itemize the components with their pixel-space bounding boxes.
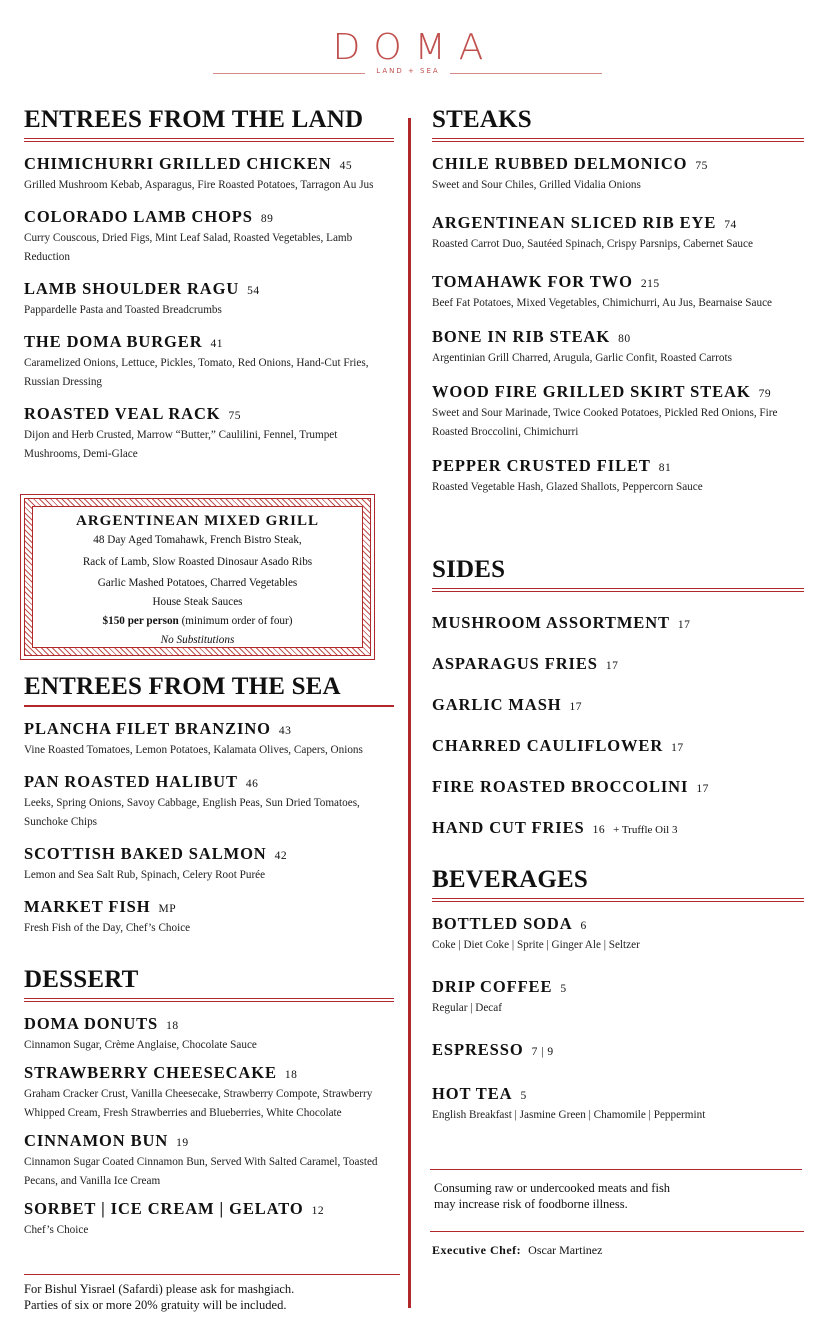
item-name: PEPPER CRUSTED FILET bbox=[432, 456, 651, 475]
item-description: Caramelized Onions, Lettuce, Pickles, Tomato, Red Onions, Hand-Cut Fries, Russian Dressing bbox=[24, 357, 369, 388]
item-price: 17 bbox=[671, 742, 684, 754]
section-title-steaks: STEAKS bbox=[432, 106, 532, 133]
item-name: GARLIC MASH bbox=[432, 695, 562, 714]
item-description: Sweet and Sour Marinade, Twice Cooked Potatoes, Pickled Red Onions, Fire Roasted Broccolini, Chimichurri bbox=[432, 407, 778, 438]
notice-line: may increase risk of foodborne illness. bbox=[434, 1197, 628, 1211]
item-name: ROASTED VEAL RACK bbox=[24, 404, 221, 423]
item-price: 7 | 9 bbox=[531, 1046, 554, 1058]
mixed-grill-price-note: (minimum order of four) bbox=[181, 615, 293, 627]
footer-line: Parties of six or more 20% gratuity will be included. bbox=[24, 1298, 287, 1312]
item-price: 17 bbox=[605, 660, 619, 672]
item-name: CHARRED CAULIFLOWER bbox=[432, 736, 664, 755]
item-price: MP bbox=[158, 903, 177, 915]
item-name: FIRE ROASTED BROCCOLINI bbox=[432, 777, 689, 796]
item-name: DOMA DONUTS bbox=[24, 1014, 159, 1033]
menu-item bbox=[432, 818, 804, 838]
item-price: 74 bbox=[724, 219, 737, 231]
menu-item bbox=[24, 1131, 394, 1191]
menu-item bbox=[432, 1084, 804, 1125]
sides-section bbox=[432, 554, 804, 838]
decorative-border bbox=[24, 498, 371, 656]
item-name: ASPARAGUS FRIES bbox=[432, 654, 598, 673]
item-price: 6 bbox=[580, 920, 587, 932]
section-rule bbox=[432, 588, 804, 592]
executive-chef bbox=[432, 1243, 602, 1258]
item-name: CINNAMON BUN bbox=[24, 1131, 169, 1150]
item-name: TOMAHAWK FOR TWO bbox=[432, 272, 633, 291]
menu-item bbox=[432, 613, 804, 633]
mixed-grill-content bbox=[32, 506, 363, 648]
menu-item bbox=[432, 213, 804, 254]
item-name: BONE IN RIB STEAK bbox=[432, 327, 611, 346]
menu-item bbox=[432, 695, 804, 715]
chef-name: Oscar Martinez bbox=[528, 1243, 603, 1257]
item-description: Leeks, Spring Onions, Savoy Cabbage, English Peas, Sun Dried Tomatoes, Sunchoke Chips bbox=[24, 797, 360, 828]
item-price: 19 bbox=[176, 1137, 189, 1149]
item-price: 42 bbox=[274, 850, 288, 862]
item-description: Dijon and Herb Crusted, Marrow “Butter,” Caulilini, Fennel, Trumpet Mushrooms, Demi-Glace bbox=[24, 429, 338, 460]
item-description: Grilled Mushroom Kebab, Asparagus, Fire Roasted Potatoes, Tarragon Au Jus bbox=[24, 179, 374, 191]
item-name: MUSHROOM ASSORTMENT bbox=[432, 613, 670, 632]
mixed-grill-line: House Steak Sauces bbox=[152, 596, 243, 608]
section-title-sides: SIDES bbox=[432, 556, 506, 583]
footer-line: For Bishul Yisrael (Safardi) please ask for mashgiach. bbox=[24, 1282, 295, 1296]
item-price: 17 bbox=[677, 619, 691, 631]
item-price: 17 bbox=[569, 701, 583, 713]
menu-item bbox=[432, 1040, 804, 1060]
item-name: MARKET FISH bbox=[24, 897, 151, 916]
menu-item bbox=[24, 772, 394, 832]
item-name: PAN ROASTED HALIBUT bbox=[24, 772, 238, 791]
menu-item bbox=[432, 977, 804, 1018]
item-price: 54 bbox=[247, 285, 260, 297]
item-price: 16 bbox=[592, 824, 606, 836]
sea-section bbox=[24, 671, 394, 938]
section-title-dessert: DESSERT bbox=[24, 966, 139, 993]
item-price: 18 bbox=[166, 1020, 179, 1032]
item-price: 12 bbox=[311, 1205, 325, 1217]
food-safety-notice bbox=[430, 1169, 802, 1212]
mixed-grill-price: $150 per person bbox=[102, 615, 179, 627]
item-description: Roasted Carrot Duo, Sautéed Spinach, Crispy Parsnips, Cabernet Sauce bbox=[432, 238, 753, 250]
item-description: Coke | Diet Coke | Sprite | Ginger Ale | Seltzer bbox=[432, 939, 640, 951]
item-description: Cinnamon Sugar, Crème Anglaise, Chocolate Sauce bbox=[24, 1039, 257, 1051]
menu-item bbox=[432, 272, 804, 313]
item-description: Sweet and Sour Chiles, Grilled Vidalia Onions bbox=[432, 179, 641, 191]
item-name: THE DOMA BURGER bbox=[24, 332, 203, 351]
item-name: COLORADO LAMB CHOPS bbox=[24, 207, 253, 226]
mixed-grill-title: ARGENTINEAN MIXED GRILL bbox=[75, 513, 320, 529]
menu-item bbox=[432, 654, 804, 674]
item-name: WOOD FIRE GRILLED SKIRT STEAK bbox=[432, 382, 751, 401]
item-description: Chef’s Choice bbox=[24, 1224, 89, 1236]
item-description: Curry Couscous, Dried Figs, Mint Leaf Salad, Roasted Vegetables, Lamb Reduction bbox=[24, 232, 353, 263]
item-name: ARGENTINEAN SLICED RIB EYE bbox=[432, 213, 717, 232]
item-name: CHIMICHURRI GRILLED CHICKEN bbox=[24, 154, 332, 173]
section-title-sea: ENTREES FROM THE SEA bbox=[24, 673, 341, 700]
item-price: 18 bbox=[284, 1069, 298, 1081]
item-description: Vine Roasted Tomatoes, Lemon Potatoes, Kalamata Olives, Capers, Onions bbox=[24, 744, 363, 756]
item-name: PLANCHA FILET BRANZINO bbox=[24, 719, 271, 738]
column-divider bbox=[408, 118, 411, 1308]
item-price: 46 bbox=[245, 778, 259, 790]
notice-line: Consuming raw or undercooked meats and fish bbox=[434, 1181, 671, 1195]
item-description: Argentinian Grill Charred, Arugula, Garlic Confit, Roasted Carrots bbox=[432, 352, 732, 364]
item-name: STRAWBERRY CHEESECAKE bbox=[24, 1063, 277, 1082]
dessert-section bbox=[24, 964, 394, 1240]
menu-item bbox=[432, 914, 804, 955]
chef-label: Executive Chef: bbox=[432, 1243, 522, 1257]
item-name: SCOTTISH BAKED SALMON bbox=[24, 844, 267, 863]
item-name: HOT TEA bbox=[432, 1084, 513, 1103]
menu-item bbox=[432, 154, 804, 195]
menu-item bbox=[24, 897, 394, 938]
menu-item bbox=[24, 719, 394, 760]
item-description: Fresh Fish of the Day, Chef’s Choice bbox=[24, 922, 191, 934]
item-price: 75 bbox=[228, 410, 242, 422]
mixed-grill-line: 48 Day Aged Tomahawk, French Bistro Steak, bbox=[93, 534, 302, 546]
item-price: 75 bbox=[695, 160, 708, 172]
item-price: 80 bbox=[618, 333, 631, 345]
menu-item bbox=[24, 844, 394, 885]
menu-item bbox=[432, 777, 804, 797]
item-price: 45 bbox=[339, 160, 353, 172]
item-price: 5 bbox=[560, 983, 567, 995]
item-addon: + Truffle Oil 3 bbox=[613, 824, 678, 836]
item-description: Cinnamon Sugar Coated Cinnamon Bun, Served With Salted Caramel, Toasted Pecans, and Vanilla Ice Cream bbox=[24, 1156, 378, 1187]
item-name: BOTTLED SODA bbox=[432, 914, 573, 933]
menu-item bbox=[432, 327, 804, 368]
mixed-grill-line: Rack of Lamb, Slow Roasted Dinosaur Asado Ribs bbox=[82, 556, 313, 568]
logo-tagline: LAND + SEA bbox=[376, 67, 440, 75]
chef-rule bbox=[430, 1231, 804, 1232]
item-price: 43 bbox=[278, 725, 292, 737]
item-name: SORBET | ICE CREAM | GELATO bbox=[24, 1199, 304, 1218]
item-description: Pappardelle Pasta and Toasted Breadcrumbs bbox=[24, 304, 222, 316]
item-name: ESPRESSO bbox=[432, 1040, 524, 1059]
item-name: HAND CUT FRIES bbox=[432, 818, 585, 837]
section-title-land: ENTREES FROM THE LAND bbox=[24, 106, 364, 133]
mixed-grill-box bbox=[20, 494, 375, 660]
item-description: Beef Fat Potatoes, Mixed Vegetables, Chimichurri, Au Jus, Bearnaise Sauce bbox=[432, 297, 773, 309]
item-price: 81 bbox=[658, 462, 672, 474]
menu-item bbox=[24, 332, 394, 392]
item-description: Regular | Decaf bbox=[432, 1002, 502, 1014]
item-name: CHILE RUBBED DELMONICO bbox=[432, 154, 688, 173]
left-footer-note bbox=[24, 1274, 400, 1313]
menu-item bbox=[24, 1199, 394, 1240]
mixed-grill-price-line bbox=[33, 612, 362, 631]
item-name: DRIP COFFEE bbox=[432, 977, 553, 996]
steaks-section bbox=[432, 104, 804, 497]
item-price: 89 bbox=[260, 213, 274, 225]
logo bbox=[0, 27, 816, 68]
item-price: 215 bbox=[640, 278, 660, 290]
logo-wordmark: DOMA bbox=[332, 27, 497, 68]
menu-item bbox=[432, 456, 804, 497]
item-name: LAMB SHOULDER RAGU bbox=[24, 279, 240, 298]
land-section bbox=[24, 104, 394, 464]
menu-item bbox=[24, 207, 394, 267]
beverages-section bbox=[432, 864, 804, 1125]
section-rule bbox=[24, 138, 394, 142]
item-price: 17 bbox=[696, 783, 709, 795]
section-rule bbox=[432, 898, 804, 902]
item-description: Roasted Vegetable Hash, Glazed Shallots, Peppercorn Sauce bbox=[432, 481, 703, 493]
item-description: English Breakfast | Jasmine Green | Chamomile | Peppermint bbox=[432, 1109, 706, 1121]
section-title-beverages: BEVERAGES bbox=[432, 866, 589, 893]
menu-item bbox=[24, 1063, 394, 1123]
section-rule bbox=[24, 998, 394, 1002]
section-rule bbox=[432, 138, 804, 142]
menu-item bbox=[24, 404, 394, 464]
item-description: Graham Cracker Crust, Vanilla Cheesecake, Strawberry Compote, Strawberry Whipped Cream, Fresh Strawberries and Blueberries, White Chocolate bbox=[24, 1088, 373, 1119]
item-description: Lemon and Sea Salt Rub, Spinach, Celery Root Purée bbox=[24, 869, 266, 881]
menu-item bbox=[24, 279, 394, 320]
section-rule bbox=[24, 705, 394, 707]
menu-item bbox=[432, 736, 804, 756]
item-price: 5 bbox=[520, 1090, 527, 1102]
mixed-grill-line: Garlic Mashed Potatoes, Charred Vegetables bbox=[97, 577, 298, 589]
mixed-grill-note: No Substitutions bbox=[160, 634, 235, 646]
item-price: 41 bbox=[210, 338, 224, 350]
menu-item bbox=[24, 1014, 394, 1055]
item-price: 79 bbox=[758, 388, 772, 400]
menu-item bbox=[24, 154, 394, 195]
menu-item bbox=[432, 382, 804, 442]
